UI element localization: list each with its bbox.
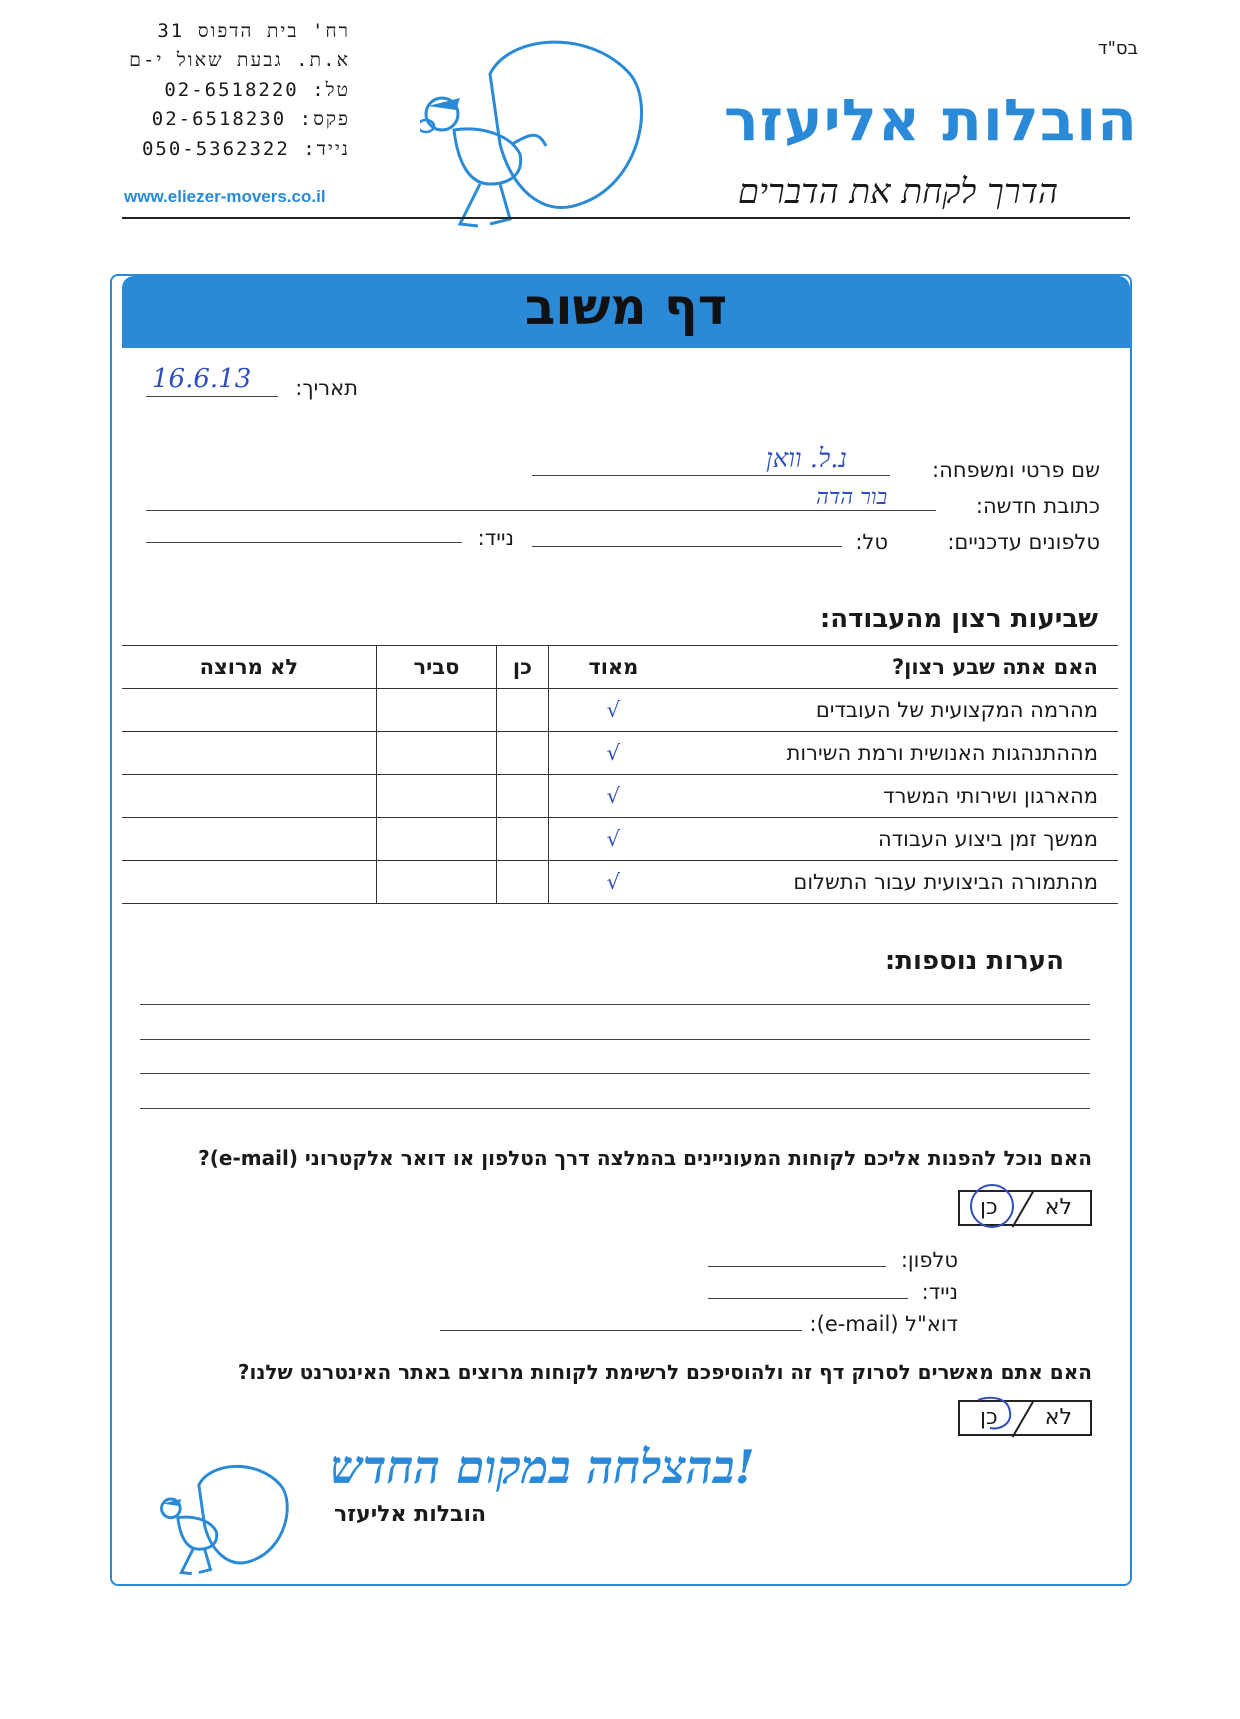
- check-mark[interactable]: √: [548, 861, 678, 904]
- phone-line: טל: 02-6518220: [164, 79, 350, 101]
- col-yes-header: כן: [497, 646, 549, 689]
- form-title: דף משוב: [524, 278, 728, 336]
- answer-cell[interactable]: [122, 689, 376, 732]
- footer-wish: !בהצלחה במקום החדש: [330, 1440, 755, 1494]
- referral-mobile-label: נייד:: [921, 1280, 958, 1304]
- yes-circled-mark: [970, 1184, 1014, 1228]
- answer-cell[interactable]: [376, 818, 496, 861]
- answer-cell[interactable]: [376, 732, 496, 775]
- table-row: [122, 818, 1118, 861]
- table-row: [122, 775, 1118, 818]
- answer-cell[interactable]: [376, 861, 496, 904]
- company-slogan: הדרך לקחת את הדברים: [737, 172, 1058, 212]
- notes-title: הערות נוספות:: [884, 946, 1064, 976]
- referral-phone-label: טלפון:: [900, 1248, 958, 1272]
- fax-line: פקס: 02-6518230: [151, 108, 350, 130]
- bsd-mark: בס"ד: [1097, 38, 1138, 59]
- area-line: א.ת. גבעת שאול י-ם: [129, 49, 350, 71]
- answer-cell[interactable]: [122, 732, 376, 775]
- check-mark[interactable]: √: [548, 775, 678, 818]
- referral-email-line[interactable]: [440, 1330, 802, 1331]
- date-line: [146, 396, 278, 397]
- question-cell: מההתנהגות האנושית ורמת השירות: [678, 732, 1118, 775]
- answer-cell[interactable]: [376, 689, 496, 732]
- mobile-line: נייד: 050-5362322: [141, 138, 350, 160]
- satisfaction-title: שביעות רצון מהעבודה:: [819, 604, 1098, 634]
- date-value[interactable]: 16.6.13: [152, 364, 252, 394]
- question-cell: מהתמורה הביצועית עבור התשלום: [678, 861, 1118, 904]
- table-row: [122, 732, 1118, 775]
- answer-cell[interactable]: [122, 861, 376, 904]
- col-question-header: האם אתה שבע רצון?: [678, 646, 1118, 689]
- col-reasonable-header: סביר: [376, 646, 496, 689]
- date-label: תאריך:: [295, 376, 358, 400]
- question-cell: ממשך זמן ביצוע העבודה: [678, 818, 1118, 861]
- mobile-line-field[interactable]: [146, 542, 462, 543]
- col-very-header: מאוד: [548, 646, 678, 689]
- address-value[interactable]: בור הדה: [816, 485, 888, 510]
- publish-no-option[interactable]: לא: [1044, 1405, 1072, 1430]
- name-label: שם פרטי ומשפחה:: [932, 458, 1100, 482]
- name-value[interactable]: נ.ל. וואן: [766, 444, 847, 474]
- referral-choice-box[interactable]: [958, 1190, 1092, 1226]
- question-cell: מהארגון ושירותי המשרד: [678, 775, 1118, 818]
- mover-mascot-logo: [420, 34, 660, 234]
- footer-signature: הובלות אליעזר: [334, 1502, 487, 1527]
- answer-cell[interactable]: [122, 818, 376, 861]
- notes-line[interactable]: [140, 1073, 1090, 1074]
- answer-cell[interactable]: [497, 689, 549, 732]
- notes-line[interactable]: [140, 1108, 1090, 1109]
- mobile-label: נייד:: [477, 526, 514, 550]
- notes-line[interactable]: [140, 1004, 1090, 1005]
- choice-divider: [1012, 1190, 1035, 1227]
- table-row: [122, 861, 1118, 904]
- answer-cell[interactable]: [497, 732, 549, 775]
- check-mark[interactable]: √: [548, 732, 678, 775]
- header-divider: [122, 217, 1130, 219]
- address-label: כתובת חדשה:: [975, 494, 1100, 518]
- address-line-field: [146, 510, 936, 511]
- publish-question: האם אתם מאשרים לסרוק דף זה ולהוסיפכם לרשימת לקוחות מרוצים באתר האינטרנט שלנו?: [237, 1360, 1092, 1384]
- check-mark[interactable]: √: [548, 689, 678, 732]
- referral-question: האם נוכל להפנות אליכם לקוחות המעוניינים בהמלצה דרך הטלפון או דואר אלקטרוני (e-mail)?: [198, 1146, 1092, 1170]
- company-name: הובלות אליעזר: [723, 86, 1138, 154]
- check-mark[interactable]: √: [548, 818, 678, 861]
- table-row: [122, 689, 1118, 732]
- referral-email-label: דוא"ל (e-mail):: [809, 1312, 958, 1336]
- website-link[interactable]: www.eliezer-movers.co.il: [124, 187, 326, 206]
- tel-label: טל:: [855, 530, 888, 554]
- yes-partial-circle-mark: [970, 1394, 1018, 1434]
- answer-cell[interactable]: [497, 818, 549, 861]
- phones-label: טלפונים עדכניים:: [947, 530, 1100, 554]
- table-header-row: [122, 646, 1118, 689]
- answer-cell[interactable]: [376, 775, 496, 818]
- referral-yes-option[interactable]: כן: [980, 1195, 998, 1220]
- referral-mobile-line[interactable]: [708, 1298, 908, 1299]
- question-cell: מהרמה המקצועית של העובדים: [678, 689, 1118, 732]
- referral-no-option[interactable]: לא: [1044, 1195, 1072, 1220]
- address-line: רח' בית הדפוס 31: [157, 20, 350, 42]
- answer-cell[interactable]: [122, 775, 376, 818]
- mover-mascot-small-logo: [158, 1456, 298, 1584]
- satisfaction-table: [122, 645, 1118, 904]
- col-unsatisfied-header: לא מרוצה: [122, 646, 376, 689]
- answer-cell[interactable]: [497, 861, 549, 904]
- answer-cell[interactable]: [497, 775, 549, 818]
- publish-choice-box[interactable]: [958, 1400, 1092, 1436]
- name-line: [532, 475, 890, 476]
- notes-line[interactable]: [140, 1039, 1090, 1040]
- publish-yes-option[interactable]: כן: [980, 1405, 998, 1430]
- tel-line[interactable]: [532, 546, 842, 547]
- referral-phone-line[interactable]: [708, 1266, 886, 1267]
